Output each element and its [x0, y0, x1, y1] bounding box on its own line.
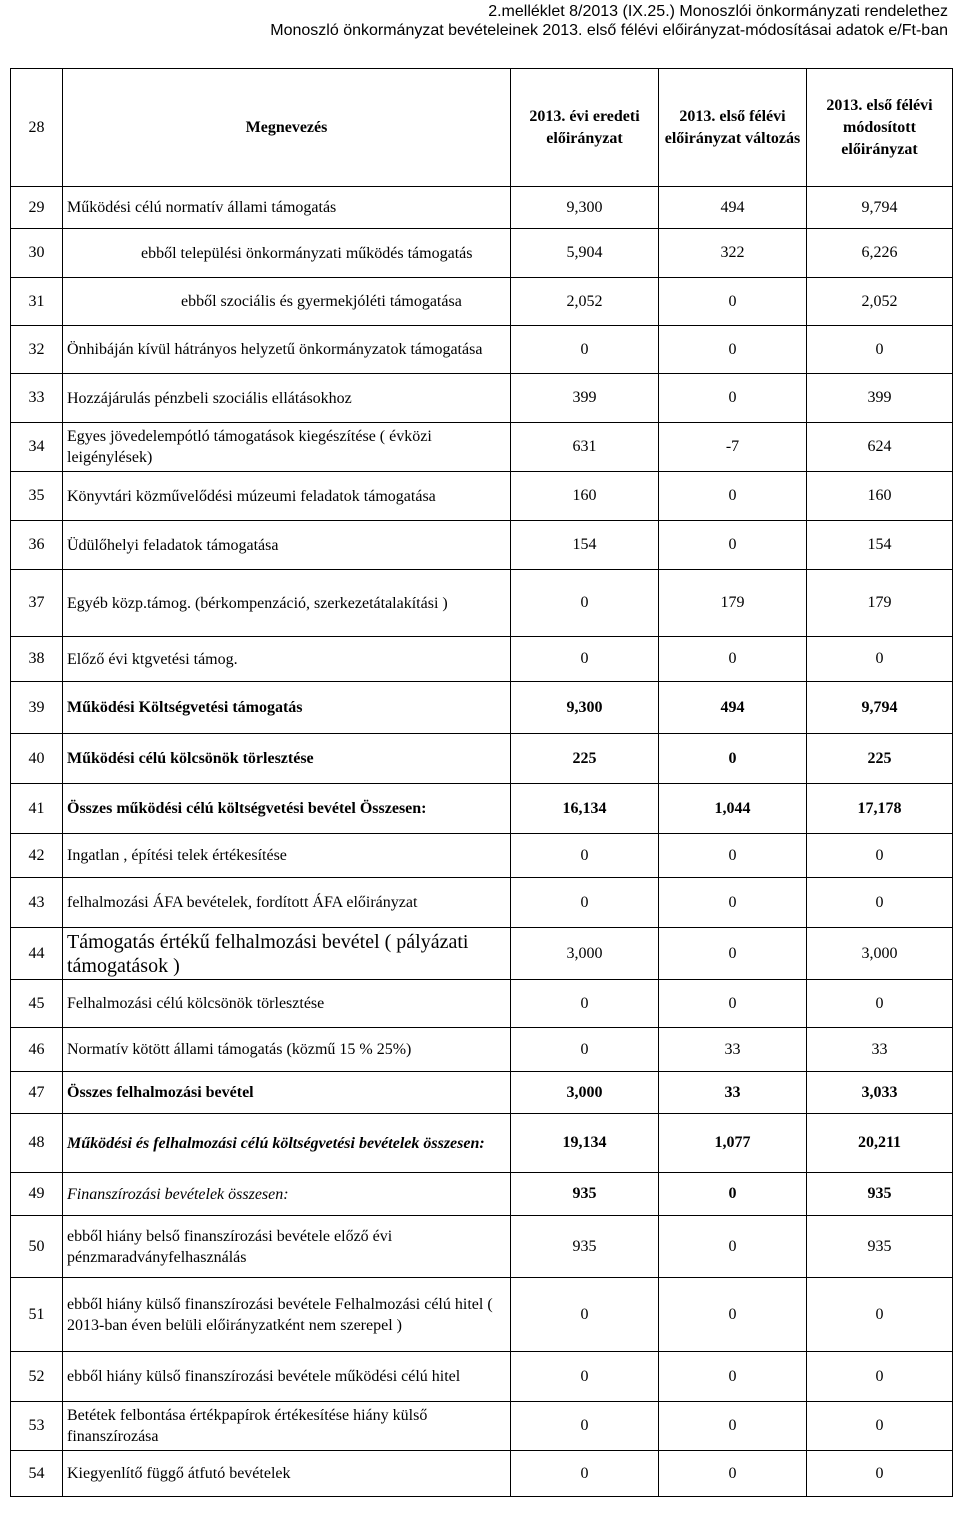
row-label: ebből hiány külső finanszírozási bevétele Felhalmozási célú hitel ( 2013-ban éven belüli előirányzatként nem szerepel ): [63, 1278, 511, 1352]
table-row: [11, 1352, 953, 1402]
row-number: 33: [11, 374, 63, 423]
value-original: 0: [511, 1028, 659, 1072]
row-label: Ingatlan , építési telek értékesítése: [63, 834, 511, 878]
value-original: 9,300: [511, 187, 659, 229]
table-row: [11, 326, 953, 374]
row-number: 47: [11, 1072, 63, 1114]
header-change: 2013. első félévi előirányzat változás: [659, 69, 807, 187]
value-change: 0: [659, 637, 807, 682]
table-row: [11, 1072, 953, 1114]
row-number: 32: [11, 326, 63, 374]
value-original: 0: [511, 980, 659, 1028]
value-change: 0: [659, 1278, 807, 1352]
row-label: Betétek felbontása értékpapírok értékesítése hiány külső finanszírozása: [63, 1402, 511, 1451]
value-modified: 935: [807, 1173, 953, 1216]
row-number: 35: [11, 472, 63, 521]
value-modified: 9,794: [807, 682, 953, 734]
row-label: Egyes jövedelempótló támogatások kiegészítése ( évközi leigénylések): [63, 423, 511, 472]
value-original: 160: [511, 472, 659, 521]
row-number: 50: [11, 1216, 63, 1278]
value-change: 0: [659, 1173, 807, 1216]
value-original: 935: [511, 1216, 659, 1278]
table-row: [11, 278, 953, 326]
row-number: 49: [11, 1173, 63, 1216]
value-original: 0: [511, 570, 659, 637]
table-row: [11, 834, 953, 878]
table-row: [11, 734, 953, 784]
value-change: 0: [659, 734, 807, 784]
value-original: 0: [511, 878, 659, 928]
value-original: 935: [511, 1173, 659, 1216]
row-label: Hozzájárulás pénzbeli szociális ellátásokhoz: [63, 374, 511, 423]
row-label: Felhalmozási célú kölcsönök törlesztése: [63, 980, 511, 1028]
value-modified: 160: [807, 472, 953, 521]
value-change: 0: [659, 278, 807, 326]
value-original: 3,000: [511, 928, 659, 980]
value-change: 0: [659, 1402, 807, 1451]
value-original: 154: [511, 521, 659, 570]
row-label: Előző évi ktgvetési támog.: [63, 637, 511, 682]
row-number: 41: [11, 784, 63, 834]
header-row-number: 28: [11, 69, 63, 187]
row-label: Támogatás értékű felhalmozási bevétel ( pályázati támogatások ): [63, 928, 511, 980]
table-row: [11, 423, 953, 472]
row-label: ebből szociális és gyermekjóléti támogatása: [63, 278, 511, 326]
value-original: 9,300: [511, 682, 659, 734]
row-number: 36: [11, 521, 63, 570]
value-change: 0: [659, 374, 807, 423]
document-subtitle: Monoszló önkormányzat bevételeinek 2013. első félévi előirányzat-módosításai adatok e/Ft-ban: [270, 22, 948, 39]
value-change: 494: [659, 187, 807, 229]
table-row: [11, 878, 953, 928]
table-row: [11, 472, 953, 521]
value-modified: 935: [807, 1216, 953, 1278]
value-change: 0: [659, 980, 807, 1028]
table-row: [11, 980, 953, 1028]
row-label: ebből hiány belső finanszírozási bevétele előző évi pénzmaradványfelhasználás: [63, 1216, 511, 1278]
row-number: 52: [11, 1352, 63, 1402]
value-original: 0: [511, 1278, 659, 1352]
table-row: [11, 570, 953, 637]
value-modified: 0: [807, 1278, 953, 1352]
value-original: 0: [511, 326, 659, 374]
row-number: 44: [11, 928, 63, 980]
table-row: [11, 521, 953, 570]
value-original: 0: [511, 1352, 659, 1402]
value-original: 3,000: [511, 1072, 659, 1114]
value-change: 0: [659, 472, 807, 521]
value-modified: 0: [807, 878, 953, 928]
row-number: 38: [11, 637, 63, 682]
value-modified: 624: [807, 423, 953, 472]
table-row: [11, 784, 953, 834]
value-original: 399: [511, 374, 659, 423]
row-label: Önhibáján kívül hátrányos helyzetű önkormányzatok támogatása: [63, 326, 511, 374]
row-number: 45: [11, 980, 63, 1028]
value-change: 0: [659, 1451, 807, 1497]
value-change: 33: [659, 1072, 807, 1114]
value-original: 0: [511, 1451, 659, 1497]
value-change: 179: [659, 570, 807, 637]
table-row: [11, 637, 953, 682]
row-label: Összes működési célú költségvetési bevétel Összesen:: [63, 784, 511, 834]
row-label: Finanszírozási bevételek összesen:: [63, 1173, 511, 1216]
document-title: 2.melléklet 8/2013 (IX.25.) Monoszlói önkormányzati rendelethez: [488, 3, 948, 20]
value-modified: 179: [807, 570, 953, 637]
value-modified: 2,052: [807, 278, 953, 326]
value-original: 0: [511, 1402, 659, 1451]
header-name: Megnevezés: [63, 69, 511, 187]
row-number: 43: [11, 878, 63, 928]
value-modified: 3,000: [807, 928, 953, 980]
row-label: Működési Költségvetési támogatás: [63, 682, 511, 734]
row-label: Normatív kötött állami támogatás (közmű 15 % 25%): [63, 1028, 511, 1072]
value-modified: 3,033: [807, 1072, 953, 1114]
value-original: 0: [511, 834, 659, 878]
row-number: 42: [11, 834, 63, 878]
value-original: 16,134: [511, 784, 659, 834]
row-number: 53: [11, 1402, 63, 1451]
row-label: ebből hiány külső finanszírozási bevétele működési célú hitel: [63, 1352, 511, 1402]
table-row: [11, 187, 953, 229]
row-label: Összes felhalmozási bevétel: [63, 1072, 511, 1114]
row-label: Működési és felhalmozási célú költségvetési bevételek összesen:: [63, 1114, 511, 1173]
value-modified: 0: [807, 1451, 953, 1497]
row-label: Könyvtári közművelődési múzeumi feladatok támogatása: [63, 472, 511, 521]
table-row: [11, 682, 953, 734]
value-modified: 33: [807, 1028, 953, 1072]
value-modified: 6,226: [807, 229, 953, 278]
value-change: 0: [659, 1216, 807, 1278]
value-change: 0: [659, 521, 807, 570]
row-number: 37: [11, 570, 63, 637]
table-row: [11, 1278, 953, 1352]
table-row: [11, 1216, 953, 1278]
value-change: 33: [659, 1028, 807, 1072]
value-modified: 9,794: [807, 187, 953, 229]
row-number: 31: [11, 278, 63, 326]
row-number: 54: [11, 1451, 63, 1497]
value-modified: 0: [807, 834, 953, 878]
row-label: ebből települési önkormányzati működés támogatás: [63, 229, 511, 278]
value-original: 19,134: [511, 1114, 659, 1173]
table-header-row: [11, 69, 953, 187]
value-modified: 17,178: [807, 784, 953, 834]
table-row: [11, 1114, 953, 1173]
value-original: 5,904: [511, 229, 659, 278]
table-row: [11, 1402, 953, 1451]
row-number: 29: [11, 187, 63, 229]
row-number: 48: [11, 1114, 63, 1173]
value-modified: 0: [807, 1402, 953, 1451]
value-change: 1,044: [659, 784, 807, 834]
row-label: Üdülőhelyi feladatok támogatása: [63, 521, 511, 570]
header-modified: 2013. első félévi módosított előirányzat: [807, 69, 953, 187]
row-number: 46: [11, 1028, 63, 1072]
row-number: 34: [11, 423, 63, 472]
row-number: 39: [11, 682, 63, 734]
table-row: [11, 374, 953, 423]
value-modified: 225: [807, 734, 953, 784]
row-label: Kiegyenlítő függő átfutó bevételek: [63, 1451, 511, 1497]
table-row: [11, 1028, 953, 1072]
row-label: Működési célú kölcsönök törlesztése: [63, 734, 511, 784]
row-label: Egyéb közp.támog. (bérkompenzáció, szerkezetátalakítási ): [63, 570, 511, 637]
header-original: 2013. évi eredeti előirányzat: [511, 69, 659, 187]
value-change: 1,077: [659, 1114, 807, 1173]
value-change: 494: [659, 682, 807, 734]
value-modified: 0: [807, 637, 953, 682]
row-number: 30: [11, 229, 63, 278]
value-original: 0: [511, 637, 659, 682]
table-row: [11, 1173, 953, 1216]
value-modified: 0: [807, 1352, 953, 1402]
value-change: 0: [659, 928, 807, 980]
value-modified: 20,211: [807, 1114, 953, 1173]
table-row: [11, 229, 953, 278]
table-row: [11, 928, 953, 980]
value-modified: 154: [807, 521, 953, 570]
row-number: 40: [11, 734, 63, 784]
value-modified: 399: [807, 374, 953, 423]
row-number: 51: [11, 1278, 63, 1352]
value-change: 0: [659, 834, 807, 878]
value-modified: 0: [807, 326, 953, 374]
value-change: 0: [659, 326, 807, 374]
value-modified: 0: [807, 980, 953, 1028]
value-change: 322: [659, 229, 807, 278]
value-change: 0: [659, 878, 807, 928]
row-label: Működési célú normatív állami támogatás: [63, 187, 511, 229]
value-original: 631: [511, 423, 659, 472]
table-row: [11, 1451, 953, 1497]
value-change: -7: [659, 423, 807, 472]
value-original: 2,052: [511, 278, 659, 326]
value-change: 0: [659, 1352, 807, 1402]
row-label: felhalmozási ÁFA bevételek, fordított ÁFA előirányzat: [63, 878, 511, 928]
value-original: 225: [511, 734, 659, 784]
budget-table: [10, 68, 953, 1497]
